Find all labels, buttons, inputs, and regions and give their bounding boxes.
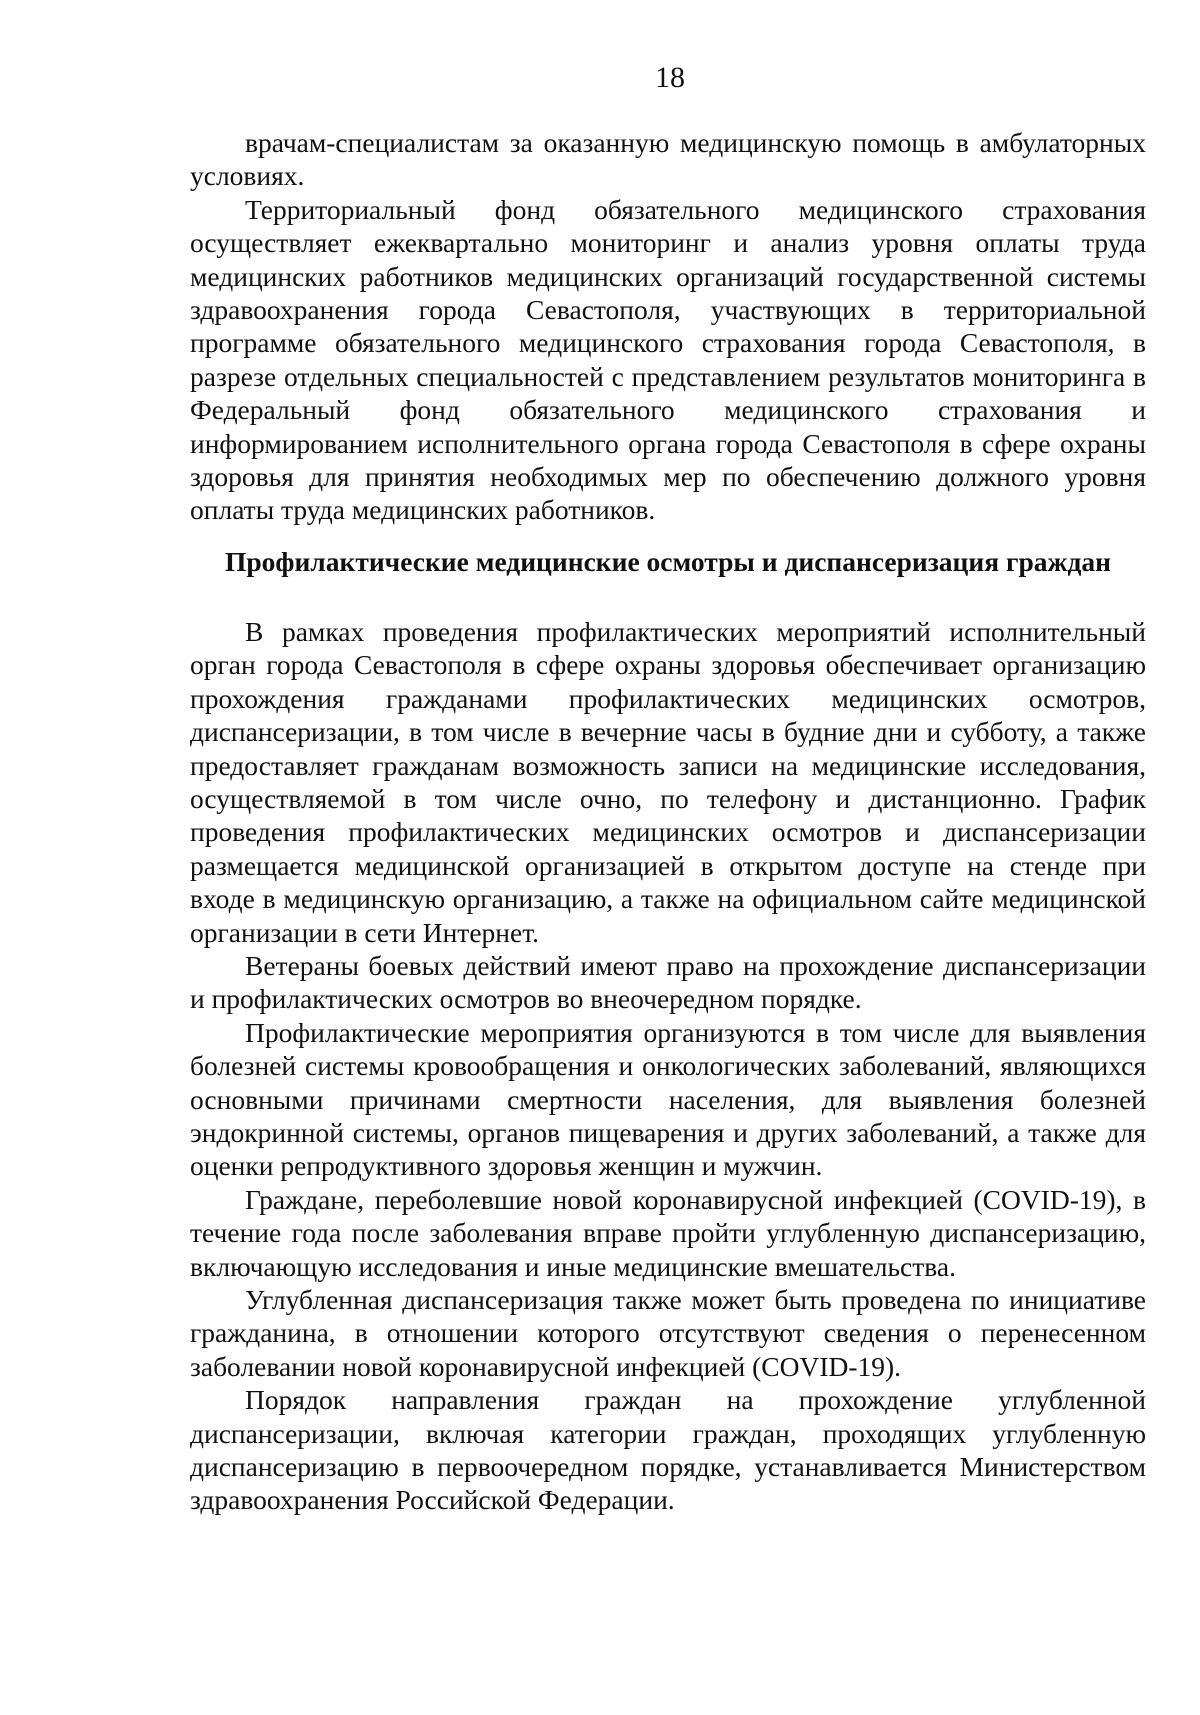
paragraph-preventive-activities: Профилактические мероприятия организуются в том числе для выявления болезней системы кровообращения и онкологических заболеваний, являющихся основными причинами смертности населения, для выявления болезней эндокринной системы, органов пищеварения и других заболеваний, а также для оценки репродуктивного здоровья женщин и мужчин.	[190, 1016, 1146, 1182]
paragraph-monitoring: Территориальный фонд обязательного медицинского страхования осуществляет ежеквартально мониторинг и анализ уровня оплаты труда медицинских работников медицинских организаций государственной системы здравоохранения города Севастополя, участвующих в территориальной программе обязательного медицинского страхования города Севастополя, в разрезе отдельных специальностей с представлением результатов мониторинга в Федеральный фонд обязательного медицинского страхования и информированием исполнительного органа города Севастополя в сфере охраны здоровья для принятия необходимых мер по обеспечению должного уровня оплаты труда медицинских работников.	[190, 193, 1146, 526]
paragraph-preventive-measures: В рамках проведения профилактических мероприятий исполнительный орган города Севастополя в сфере охраны здоровья обеспечивает организацию прохождения гражданами профилактических медицинских осмотров, диспансеризации, в том числе в вечерние часы в будние дни и субботу, а также предоставляет гражданам возможность записи на медицинские исследования, осуществляемой в том числе очно, по телефону и дистанционно. График проведения профилактических медицинских осмотров и диспансеризации размещается медицинской организацией в открытом доступе на стенде при входе в медицинскую организацию, а также на официальном сайте медицинской организации в сети Интернет.	[190, 615, 1146, 948]
page-number: 18	[655, 61, 685, 94]
paragraph-covid-recovered: Граждане, переболевшие новой коронавирусной инфекцией (COVID-19), в течение года после заболевания вправе пройти углубленную диспансеризацию, включающую исследования и иные медицинские вмешательства.	[190, 1183, 1146, 1282]
paragraph-in-depth-initiative: Углубленная диспансеризация также может быть проведена по инициативе гражданина, в отношении которого отсутствуют сведения о перенесенном заболевании новой коронавирусной инфекцией (COVID-19).	[190, 1284, 1146, 1382]
paragraph-referral-procedure: Порядок направления граждан на прохождение углубленной диспансеризации, включая категории граждан, проходящих углубленную диспансеризацию в первоочередном порядке, устанавливается Министерством здравоохранения Российской Федерации.	[190, 1384, 1146, 1516]
document-body	[190, 126, 1146, 1517]
paragraph-veterans: Ветераны боевых действий имеют право на прохождение диспансеризации и профилактических осмотров во внеочередном порядке.	[190, 949, 1146, 1015]
section-heading: Профилактические медицинские осмотры и диспансеризация граждан	[225, 545, 1111, 577]
continued-paragraph: врачам-специалистам за оказанную медицинскую помощь в амбулаторных условиях.	[190, 127, 1146, 192]
